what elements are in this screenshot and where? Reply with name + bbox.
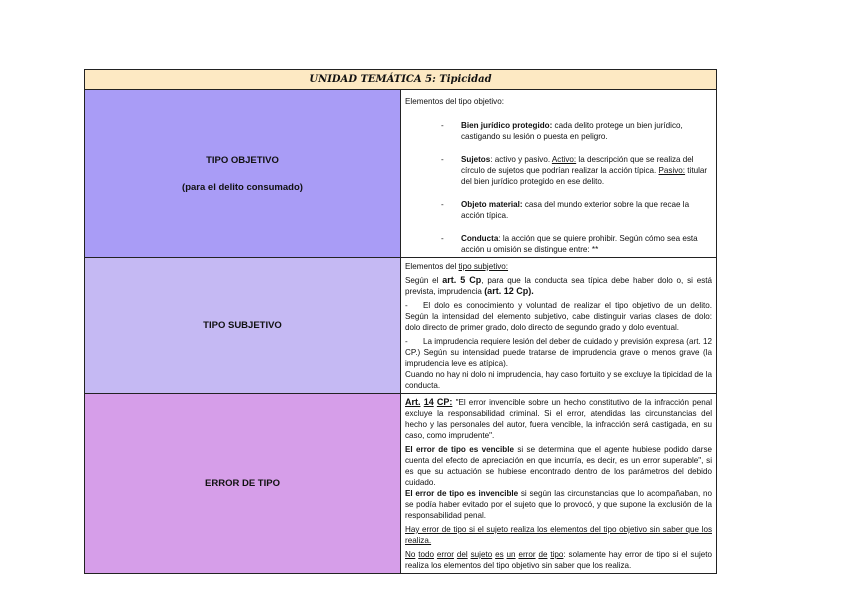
item-desc: : la acción que se quiere prohibir. Según cómo sea esta acción u omisión se distingue entre: ** bbox=[461, 234, 698, 254]
item-desc: la descripción que se realiza del círculo de sujetos que podrían realizar la acción típica. bbox=[461, 155, 694, 175]
item-text bbox=[441, 154, 712, 187]
item-text bbox=[461, 199, 712, 221]
error-vencible bbox=[405, 444, 712, 488]
objetivo-intro: Elementos del tipo objetivo: bbox=[405, 97, 504, 106]
dolo-text: El dolo es conocimiento y voluntad de realizar el tipo objetivo de un delito. Según la intensidad del elemento subjetivo, cabe distinguir varias clases de dolo: dolo directo de primer grado, dolo directo de segundo grado y dolo eventual. bbox=[405, 301, 712, 332]
bullet-dash: - bbox=[441, 155, 444, 164]
subjetivo-dolo bbox=[405, 300, 712, 333]
subjetivo-imprudencia bbox=[405, 336, 712, 369]
label-error-de-tipo bbox=[85, 394, 401, 574]
item-term: Bien jurídico protegido: bbox=[461, 121, 553, 130]
item-desc: casa del mundo exterior sobre la que recae la acción típica. bbox=[461, 200, 690, 220]
item-underline: Activo: bbox=[551, 155, 577, 164]
art14-ref: 14 bbox=[423, 397, 434, 407]
label-tipo-objetivo-sub: (para el delito consumado) bbox=[182, 181, 303, 193]
label-tipo-objetivo bbox=[85, 90, 401, 258]
note-word: todo bbox=[418, 550, 435, 559]
error-art14 bbox=[405, 397, 712, 441]
list-item bbox=[441, 233, 712, 255]
note-word: es bbox=[495, 550, 504, 559]
subjetivo-closing: Cuando no hay ni dolo ni imprudencia, hay caso fortuito y se excluye la tipicidad de la conducta. bbox=[405, 370, 712, 390]
list-item bbox=[441, 120, 712, 142]
note-word: del bbox=[456, 550, 468, 559]
note-word: de bbox=[538, 550, 548, 559]
intro-text: Elementos del bbox=[405, 262, 459, 271]
bullet-dash: - bbox=[405, 337, 408, 346]
note-word: No bbox=[405, 550, 416, 559]
note-word: tipo bbox=[550, 550, 564, 559]
error-invencible bbox=[405, 488, 712, 521]
subjetivo-intro bbox=[405, 261, 712, 272]
content-tipo-objetivo bbox=[401, 90, 717, 258]
table-title-text: UNIDAD TEMÁTICA 5: Tipicidad bbox=[309, 74, 492, 85]
item-desc: cada delito protege un bien jurídico, castigando su lesión o puesta en peligro. bbox=[461, 121, 683, 141]
item-desc: titular del bien jurídico protegido en ese delito. bbox=[461, 166, 708, 186]
art5-text: , para que la conducta sea típica debe haber dolo o, si está prevista, imprudencia bbox=[405, 276, 712, 296]
bullet-dash: - bbox=[441, 200, 444, 209]
error-underlined: Hay error de tipo si el sujeto realiza los elementos del tipo objetivo sin saber que los realiza. bbox=[405, 525, 712, 545]
imprudencia-text: La imprudencia requiere lesión del deber de cuidado y previsión expresa (art. 12 CP.) Según su intensidad puede tratarse de imprudencia grave o menos grave (la imprudencia leve es atípica). bbox=[405, 337, 712, 368]
table-title bbox=[85, 70, 717, 90]
vencible-text: si se determina que el agente hubiese podido darse cuenta del efecto de apreciación en que incurría, es decir, es un error superable", si es que su actuación se hubiese encontrado dentro de los parámetros del debido cuidado. bbox=[405, 445, 712, 487]
art14-ref: CP: bbox=[436, 397, 453, 407]
bullet-dash: - bbox=[405, 301, 408, 310]
item-term: Sujetos bbox=[461, 155, 491, 164]
art14-ref: Art. bbox=[405, 397, 421, 407]
note-word: sujeto bbox=[470, 550, 493, 559]
note-word: un bbox=[506, 550, 516, 559]
label-tipo-subjetivo bbox=[85, 258, 401, 394]
note-text: : solamente hay error de tipo si el sujeto realiza los elementos del tipo objetivo sin saber que los realiza. bbox=[405, 550, 713, 570]
label-error-de-tipo-text: ERROR DE TIPO bbox=[205, 478, 280, 489]
label-tipo-objetivo-text: TIPO OBJETIVO bbox=[206, 154, 279, 166]
invencible-text: si según las circunstancias que lo acompañaban, no se podía haber evitado por el sujeto que lo provocó, y que supone la exclusión de la responsabilidad penal. bbox=[405, 489, 712, 520]
label-tipo-subjetivo-text: TIPO SUBJETIVO bbox=[203, 320, 282, 331]
list-item bbox=[441, 154, 712, 187]
error-note bbox=[405, 549, 712, 571]
subjetivo-art5 bbox=[405, 275, 712, 297]
item-term: Conducta bbox=[461, 234, 499, 243]
list-item bbox=[441, 199, 712, 221]
row-tipo-objetivo bbox=[85, 90, 717, 258]
art12-ref: (art. 12 Cp). bbox=[484, 286, 534, 296]
summary-table bbox=[84, 69, 717, 574]
row-tipo-subjetivo bbox=[85, 258, 717, 394]
item-term: Objeto material: bbox=[461, 200, 523, 209]
content-tipo-subjetivo bbox=[401, 258, 717, 394]
bullet-dash: - bbox=[441, 234, 444, 243]
row-error-de-tipo bbox=[85, 394, 717, 574]
vencible-term: El error de tipo es vencible bbox=[405, 445, 514, 454]
content-error-de-tipo bbox=[401, 394, 717, 574]
item-underline: Pasivo: bbox=[658, 166, 686, 175]
item-text bbox=[461, 120, 712, 142]
item-text bbox=[461, 233, 712, 255]
invencible-term: El error de tipo es invencible bbox=[405, 489, 519, 498]
art14-text: "El error invencible sobre un hecho constitutivo de la infracción penal excluye la responsabilidad criminal. Si el error, atendidas las circunstancias del hecho y las personales del autor, fuera vencible, la infracción será castigada, en su caso, como imprudente". bbox=[405, 398, 713, 440]
bullet-dash: - bbox=[441, 121, 444, 130]
art5-ref: art. 5 Cp bbox=[442, 275, 482, 285]
art5-text: Según el bbox=[405, 276, 443, 285]
note-word: error bbox=[518, 550, 536, 559]
note-word: error bbox=[436, 550, 454, 559]
intro-underline: tipo subjetivo: bbox=[458, 262, 509, 271]
item-desc: : activo y pasivo. bbox=[490, 155, 552, 164]
